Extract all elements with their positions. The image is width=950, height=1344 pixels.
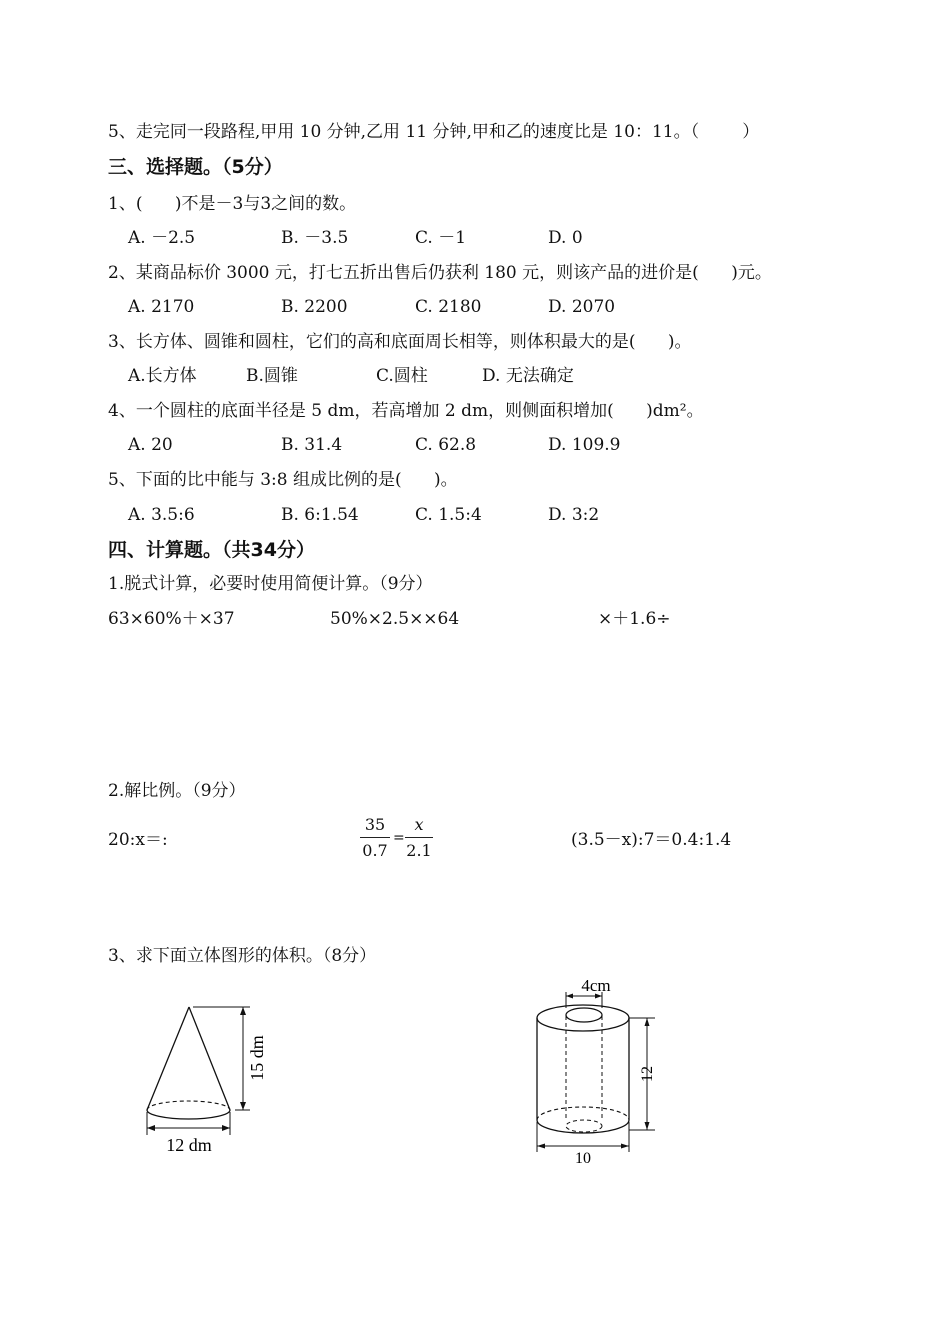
q4-option-b: B. 31.4	[281, 435, 343, 455]
hollow-cylinder-figure	[525, 970, 670, 1170]
q3-option-c: C.圆柱	[376, 366, 428, 386]
cone-diameter-label: 12 dm	[166, 1135, 212, 1155]
fraction-equals: =	[393, 830, 405, 846]
q1-option-c: C. －1	[415, 228, 467, 248]
q5-option-d: D. 3:2	[548, 505, 600, 525]
fraction-left-denominator: 0.7	[362, 841, 388, 860]
fraction-right-bar	[405, 837, 433, 838]
q2-option-b: B. 2200	[281, 297, 348, 317]
q3-option-d: D. 无法确定	[482, 366, 574, 386]
choice-question-2: 2、某商品标价 3000 元，打七五折出售后仍获利 180 元，则该产品的进价是( )元。	[108, 263, 772, 283]
section-3-title: 三、选择题。（5分）	[108, 156, 283, 178]
fraction-right-numerator: x	[414, 815, 424, 834]
cylinder-inner-label: 4cm	[581, 976, 611, 995]
calc-expression-1: 63×60%＋×37	[108, 609, 235, 629]
cylinder-height-label: 12	[639, 1066, 656, 1082]
judge-question-5: 5、走完同一段路程,甲用 10 分钟,乙用 11 分钟,甲和乙的速度比是 10：11。（ ）	[108, 122, 760, 142]
q3-option-b: B.圆锥	[246, 366, 298, 386]
q2-option-a: A. 2170	[128, 297, 195, 317]
section-4-title: 四、计算题。（共34分）	[108, 539, 315, 561]
q5-option-a: A. 3.5:6	[128, 505, 195, 525]
q4-option-d: D. 109.9	[548, 435, 621, 455]
q5-option-c: C. 1.5:4	[415, 505, 482, 525]
choice-question-1: 1、( )不是－3与3之间的数。	[108, 194, 357, 214]
q2-option-c: C. 2180	[415, 297, 482, 317]
fraction-left-bar	[360, 837, 390, 838]
choice-question-3: 3、长方体、圆锥和圆柱，它们的高和底面周长相等，则体积最大的是( )。	[108, 332, 692, 352]
cone-figure	[135, 995, 285, 1160]
calc-part-2-title: 2.解比例。（9分）	[108, 781, 246, 801]
calc-part-3-title: 3、求下面立体图形的体积。（8分）	[108, 946, 377, 966]
q2-option-d: D. 2070	[548, 297, 616, 317]
choice-question-4: 4、一个圆柱的底面半径是 5 dm，若高增加 2 dm，则侧面积增加( )dm²。	[108, 401, 704, 421]
proportion-1: 20:x＝:	[108, 830, 168, 850]
q5-option-b: B. 6:1.54	[281, 505, 359, 525]
choice-question-5: 5、下面的比中能与 3:8 组成比例的是( )。	[108, 470, 458, 490]
proportion-3: (3.5－x):7＝0.4:1.4	[571, 830, 732, 850]
fraction-right-denominator: 2.1	[406, 841, 432, 860]
q1-option-a: A. －2.5	[128, 228, 196, 248]
q1-option-b: B. －3.5	[281, 228, 349, 248]
fraction-left-numerator: 35	[364, 815, 386, 834]
q1-option-d: D. 0	[548, 228, 583, 248]
q3-option-a: A.长方体	[128, 366, 197, 386]
calc-part-1-title: 1.脱式计算，必要时使用简便计算。（9分）	[108, 574, 433, 594]
cylinder-diameter-label: 10	[575, 1150, 591, 1167]
cone-height-label: 15 dm	[247, 1035, 267, 1081]
calc-expression-3: ×＋1.6÷	[598, 609, 671, 629]
calc-expression-2: 50%×2.5××64	[330, 609, 460, 629]
q4-option-c: C. 62.8	[415, 435, 477, 455]
q4-option-a: A. 20	[128, 435, 173, 455]
